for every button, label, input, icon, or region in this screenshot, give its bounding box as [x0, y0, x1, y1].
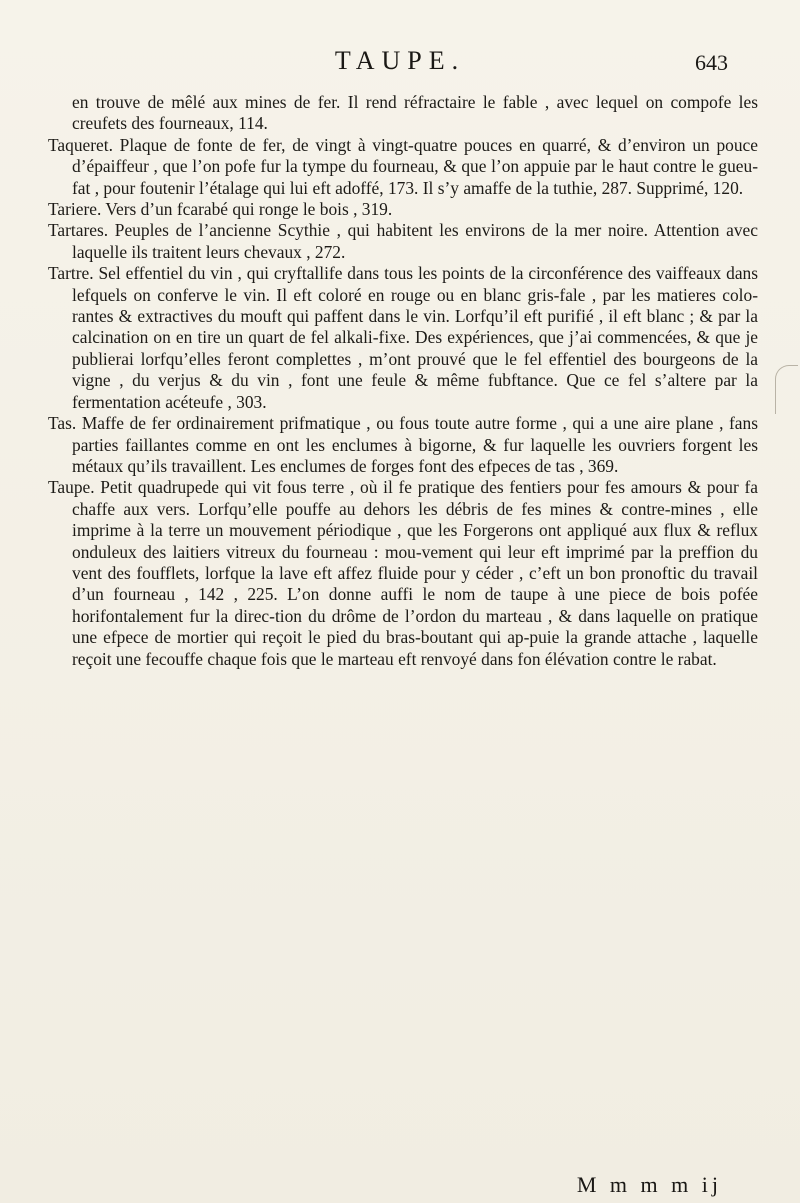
page-number: 643 [695, 50, 728, 75]
entry-continuation: en trouve de mêlé aux mines de fer. Il rend réfractaire le fable , avec lequel on compofe les creufets des fourneaux, 114. [72, 92, 758, 134]
running-title: TAUPE. [334, 46, 466, 75]
entry-tartre: Tartre. Sel effentiel du vin , qui cryftallife dans tous les points de la circonférence des vaiffeaux dans lefquels on conferve le vin. Il eft coloré en rouge ou en blanc gris-fale , par les matieres colo-rantes & extractives du mouft qui paffent dans le vin. Lorfqu’il eft purifié , il eft blanc ; & par la calcination on en tire un quart de fel alkali-fixe. Des expériences, que j’ai commencées, & que je publierai lorfqu’elles feront complettes , m’ont prouvé que le fel effentiel des bourgeons de la vigne , du verjus & du vin , font une feule & même fubftance. Que ce fel s’altere par la fermentation acéteufe , 303. [48, 263, 758, 412]
glossary-text [48, 92, 758, 670]
entry-tariere: Tariere. Vers d’un fcarabé qui ronge le bois , 319. [48, 199, 393, 220]
entry-taqueret: Taqueret. Plaque de fonte de fer, de vingt à vingt-quatre pouces en quarré, & d’environ un pouce d’épaiffeur , que l’on pofe fur la tympe du fourneau, & que l’on appuie par le haut contre le gueu-fat , pour foutenir l’étalage qui lui eft adoffé, 173. Il s’y amaffe de la tuthie, 287. Supprimé, 120. [48, 134, 758, 198]
signature-mark: M m m m ij [576, 1172, 722, 1197]
entry-tartares: Tartares. Peuples de l’ancienne Scythie , qui habitent les environs de la mer noire. Attention avec laquelle ils traitent leurs chevaux , 272. [48, 220, 758, 262]
page-header [0, 46, 800, 86]
margin-pencil-mark [775, 365, 798, 414]
entry-taupe: Taupe. Petit quadrupede qui vit fous terre , où il fe pratique des fentiers pour fes amours & pour fa chaffe aux vers. Lorfqu’elle pouffe au dehors les débris de fes mines & contre-mines , elle imprime à la terre un mouvement périodique , que les Forgerons ont appliqué aux flux & reflux onduleux des laitiers vitreux du fourneau : mou-vement qui leur eft imprimé par la preffion du vent des foufflets, lorfque la lave eft affez fluide pour y céder , c’eft un bon pronoftic du travail d’un fourneau , 142 , 225. L’on donne auffi le nom de taupe à une piece de bois pofée horifontalement fur la direc-tion du drôme de l’ordon du marteau , & dans laquelle on pratique une efpece de mortier qui reçoit le pied du bras-boutant qui ap-puie la grande attache , laquelle reçoit une fecouffe chaque fois que le marteau eft renvoyé dans fon élévation contre le rabat. [48, 477, 758, 669]
entry-tas: Tas. Maffe de fer ordinairement prifmatique , ou fous toute autre forme , qui a une aire plane , fans parties faillantes comme en ont les enclumes à bigorne, & fur laquelle les ouvriers forgent les métaux qu’ils travaillent. Les enclumes de forges font des efpeces de tas , 369. [48, 413, 758, 476]
